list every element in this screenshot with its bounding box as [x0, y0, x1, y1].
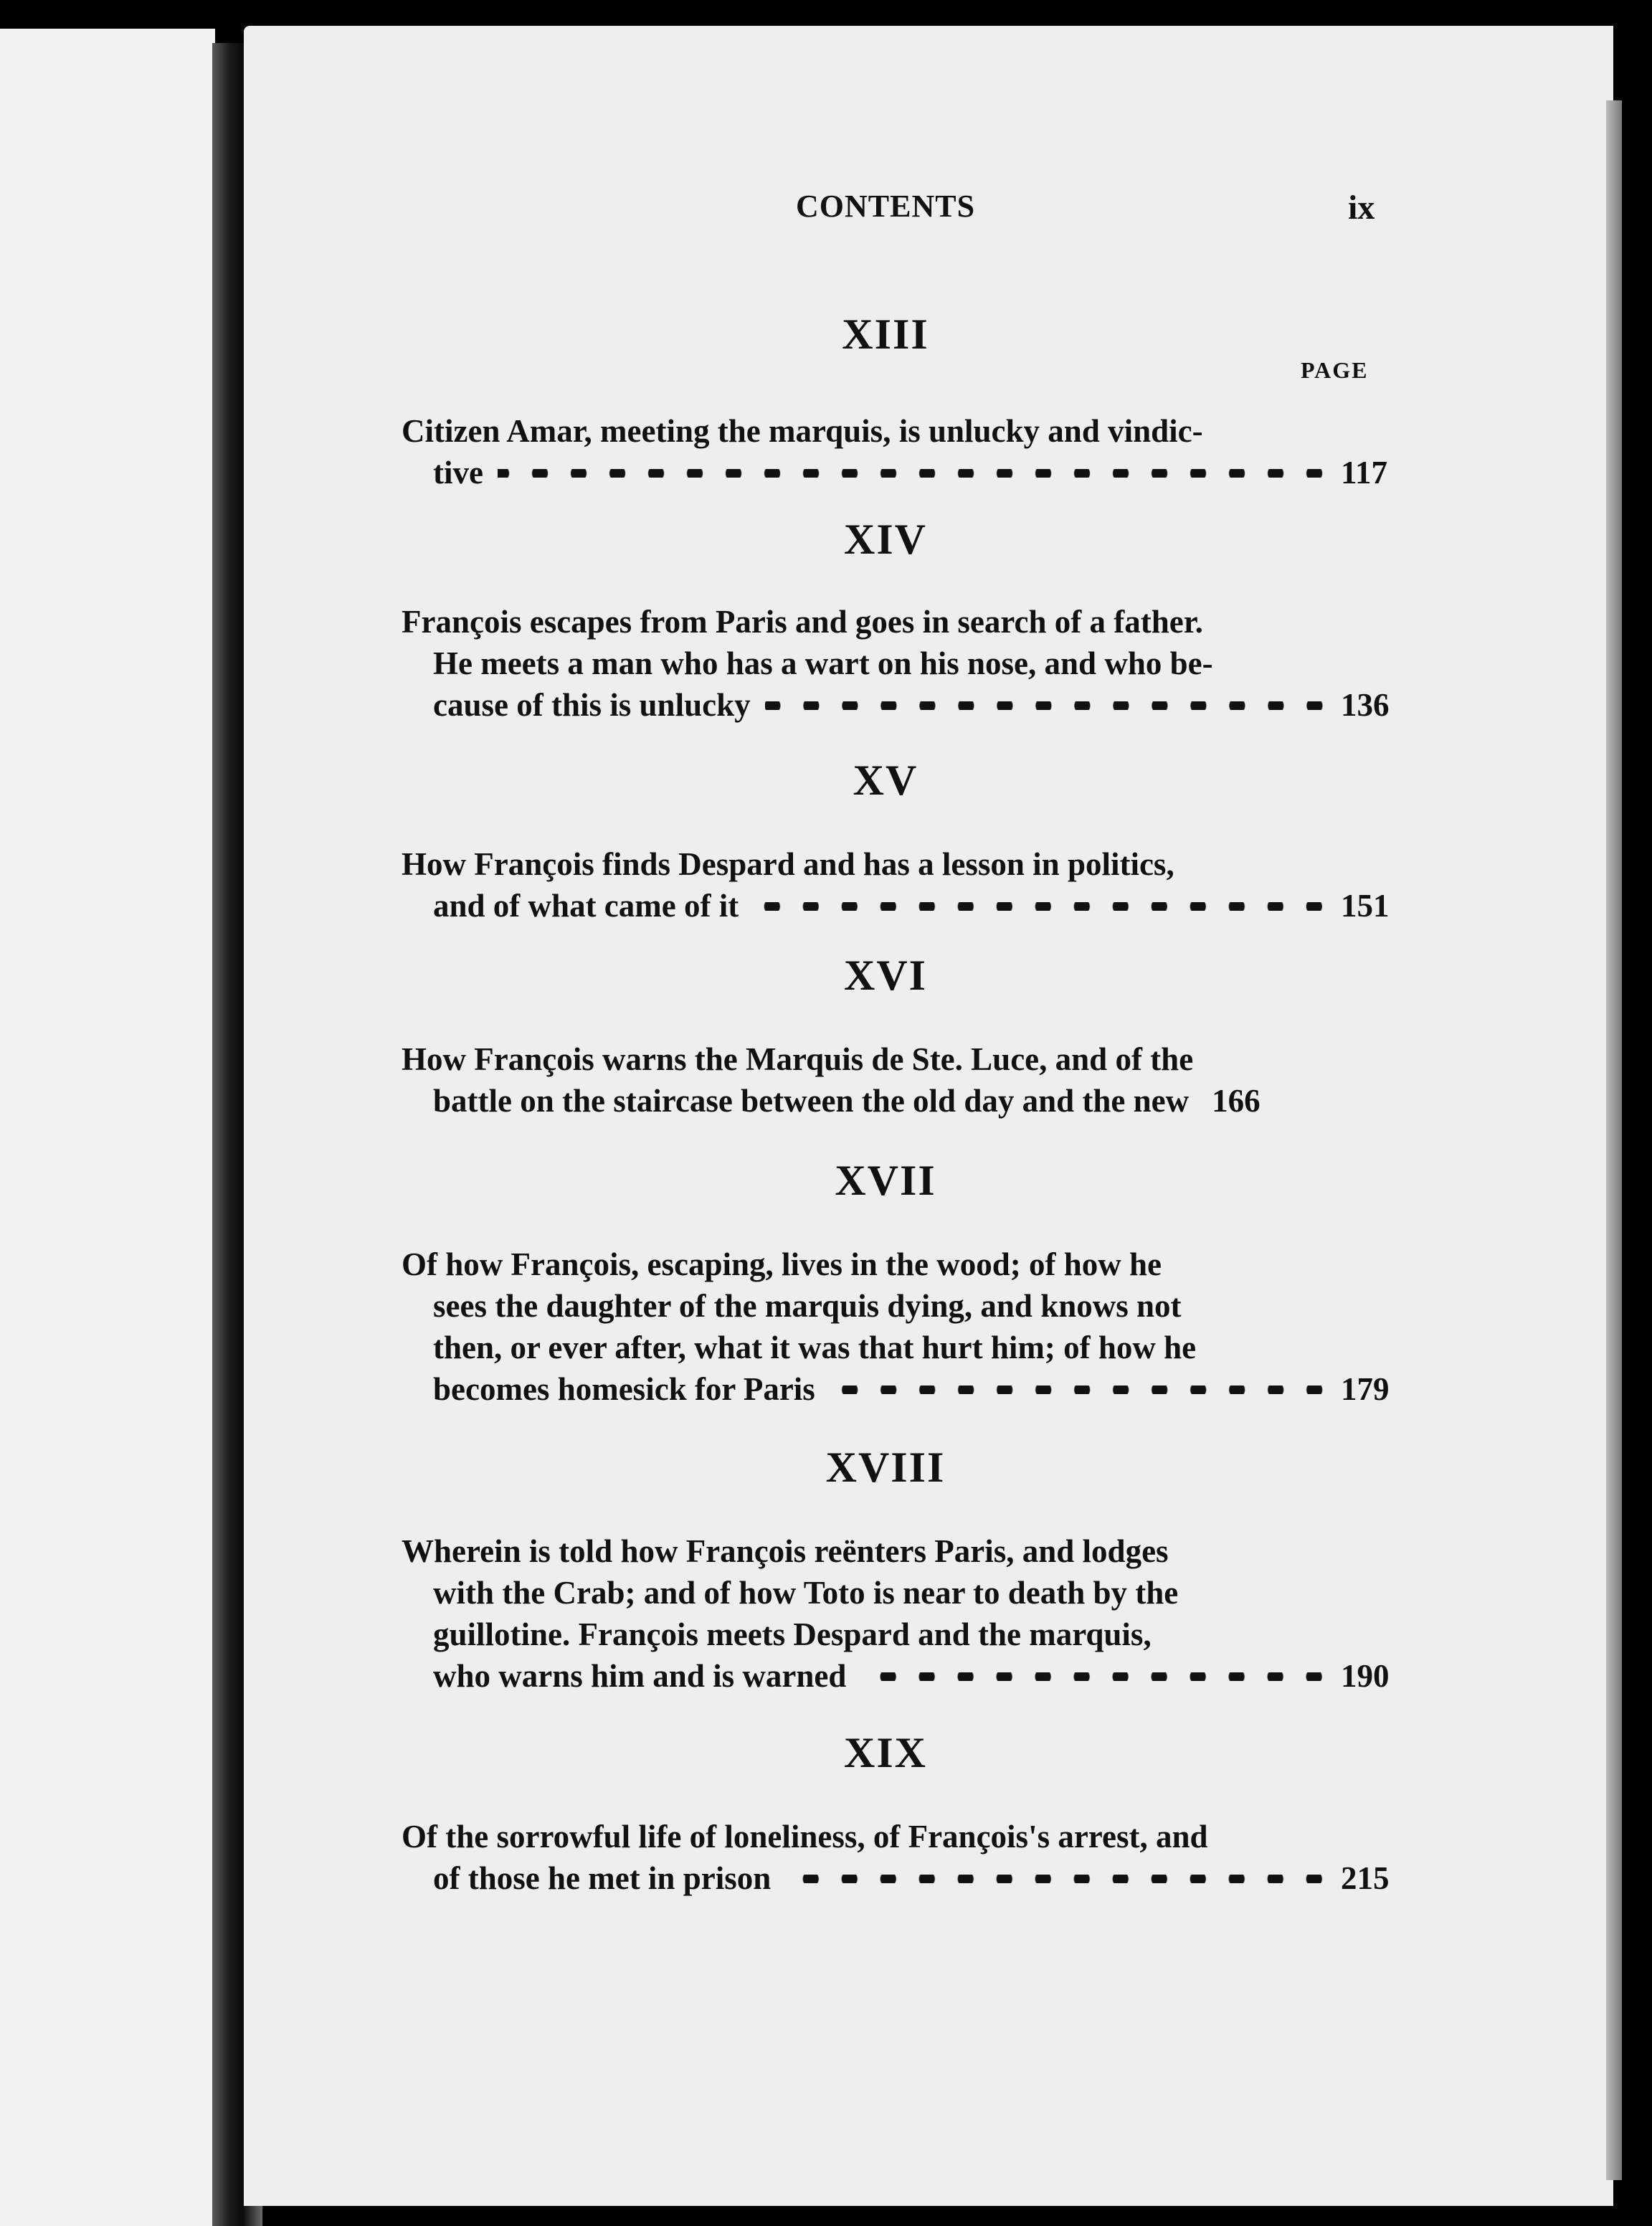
chapter-numeral: XV — [853, 757, 918, 804]
chapter-numeral: XVI — [843, 952, 927, 999]
facing-page — [0, 29, 215, 2226]
summary-line: How François finds Despard and has a lesson in politics, — [402, 846, 1174, 882]
chapter-numeral: XIV — [843, 516, 927, 563]
chapter-entry-xvii — [402, 1156, 1391, 1410]
dot-leader — [765, 688, 1334, 716]
running-head: CONTENTS — [796, 189, 976, 224]
summary-last-line — [402, 1080, 1391, 1122]
chapter-summary — [402, 1816, 1391, 1899]
summary-last-line — [402, 885, 1391, 927]
chapter-entry-xviii — [402, 1443, 1391, 1697]
chapter-summary — [402, 601, 1391, 726]
chapter-summary — [402, 1530, 1391, 1697]
dot-leader — [785, 1862, 1334, 1889]
chapter-page-number: 190 — [1341, 1658, 1390, 1694]
summary-line: Wherein is told how François reënters Paris, and lodges — [402, 1533, 1169, 1569]
chapter-page-number: 166 — [1212, 1083, 1261, 1119]
chapter-page-number: 136 — [1341, 687, 1390, 723]
page-column-label: PAGE — [1301, 357, 1369, 383]
summary-line: François escapes from Paris and goes in search of a father. — [402, 604, 1203, 640]
chapter-page-number: 179 — [1341, 1371, 1390, 1407]
chapter-page-number: 215 — [1341, 1860, 1390, 1896]
dot-leader — [753, 889, 1334, 917]
chapter-numeral: XIII — [842, 311, 929, 358]
chapter-numeral: XIX — [843, 1729, 927, 1776]
summary-line: becomes homesick for Paris — [433, 1371, 815, 1407]
dot-leader — [830, 1373, 1334, 1400]
chapter-summary — [402, 1038, 1391, 1122]
dot-leader — [1193, 1084, 1203, 1112]
chapter-entry-xv — [402, 756, 1391, 927]
summary-line: How François warns the Marquis de Ste. Luce, and of the — [402, 1041, 1194, 1077]
summary-last-line — [402, 684, 1391, 726]
summary-line: guillotine. François meets Despard and the marquis, — [433, 1616, 1152, 1652]
chapter-entry-xiv — [402, 515, 1391, 726]
summary-line: Of the sorrowful life of loneliness, of François's arrest, and — [402, 1819, 1208, 1855]
chapter-entry-xvi — [402, 951, 1391, 1122]
summary-last-line — [402, 452, 1391, 493]
dot-leader — [860, 1659, 1334, 1687]
chapter-page-number: 151 — [1341, 888, 1390, 924]
summary-line: then, or ever after, what it was that hurt him; of how he — [433, 1330, 1197, 1365]
dot-leader — [498, 456, 1334, 483]
chapter-summary — [402, 410, 1391, 493]
summary-line: battle on the staircase between the old day and the new — [433, 1083, 1190, 1119]
summary-last-line — [402, 1655, 1391, 1697]
page-edge — [1606, 100, 1622, 2180]
chapter-entry-xiii — [402, 310, 1391, 493]
summary-line: cause of this is unlucky — [433, 687, 751, 723]
chapter-entry-xix — [402, 1728, 1391, 1899]
chapter-page-number: 117 — [1341, 455, 1388, 491]
summary-last-line — [402, 1368, 1391, 1410]
chapter-summary — [402, 1244, 1391, 1410]
summary-line: of those he met in prison — [433, 1860, 772, 1896]
summary-line: sees the daughter of the marquis dying, and knows not — [433, 1288, 1182, 1324]
summary-line: Of how François, escaping, lives in the wood; of how he — [402, 1246, 1162, 1282]
chapter-summary — [402, 843, 1391, 927]
summary-line: and of what came of it — [433, 888, 739, 924]
summary-line: with the Crab; and of how Toto is near to death by the — [433, 1575, 1179, 1611]
summary-line: He meets a man who has a wart on his nose, and who be- — [433, 645, 1213, 681]
summary-line: who warns him and is warned — [433, 1658, 847, 1694]
summary-line: tive — [433, 455, 483, 491]
chapter-numeral: XVIII — [825, 1444, 946, 1491]
chapter-numeral: XVII — [835, 1157, 936, 1204]
page-number: ix — [1348, 189, 1375, 227]
summary-last-line — [402, 1857, 1391, 1899]
summary-line: Citizen Amar, meeting the marquis, is unlucky and vindic- — [402, 413, 1203, 449]
